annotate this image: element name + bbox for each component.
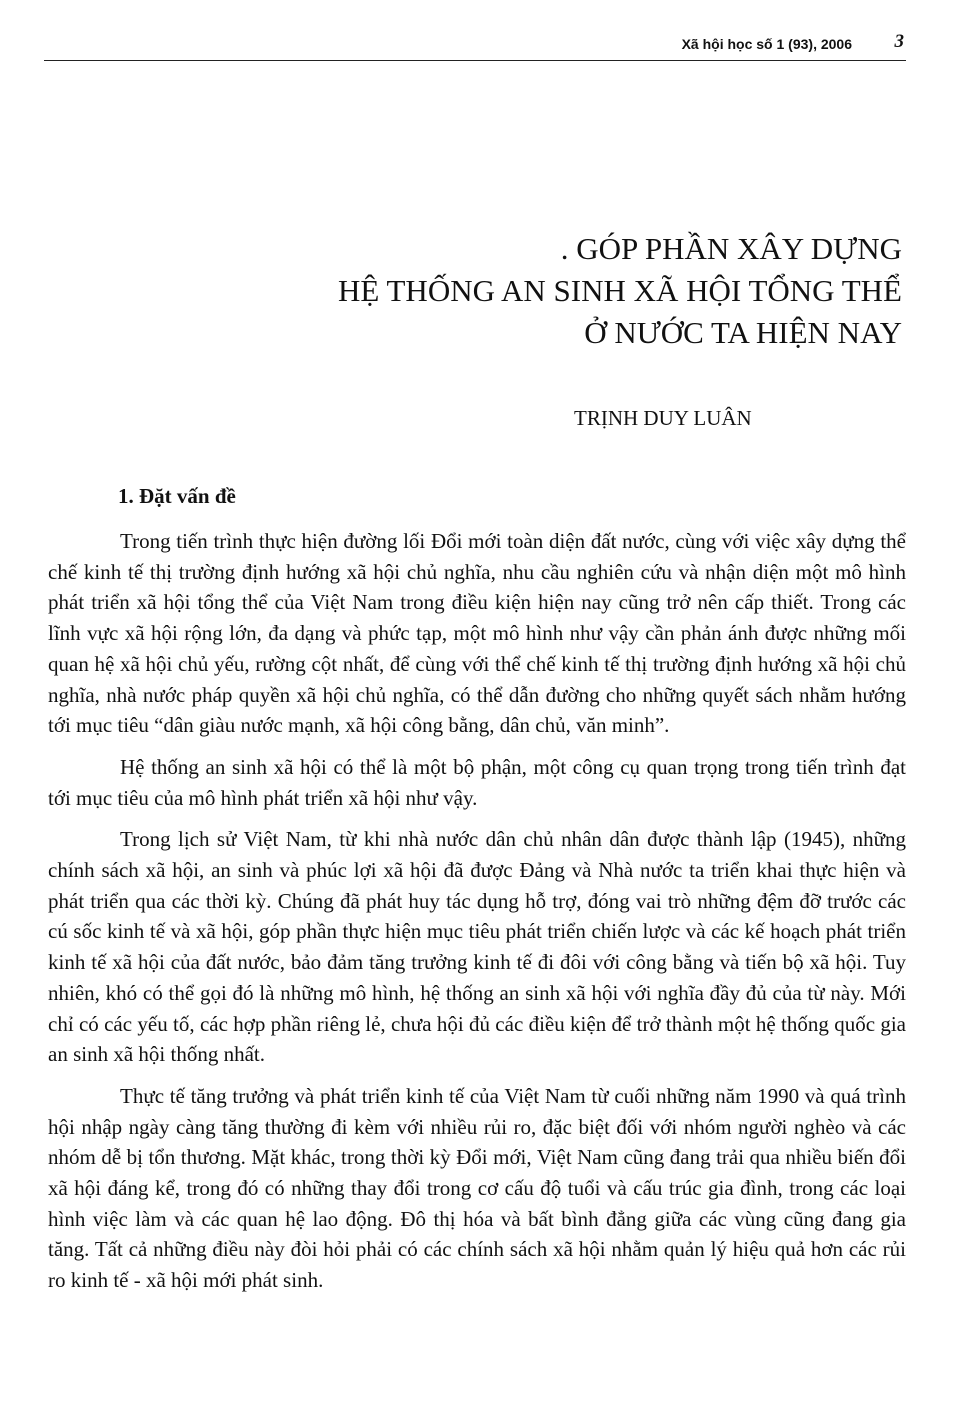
section-heading: 1. Đặt vấn đề bbox=[118, 484, 236, 508]
title-line-3: Ở NƯỚC TA HIỆN NAY bbox=[584, 315, 902, 350]
body-text bbox=[48, 526, 906, 1307]
page-number: 3 bbox=[894, 31, 904, 52]
title-line-2: HỆ THỐNG AN SINH XÃ HỘI TỔNG THỂ bbox=[337, 273, 902, 308]
paragraph-4: Thực tế tăng trưởng và phát triển kinh tế của Việt Nam từ cuối những năm 1990 và quá trình hội nhập ngày càng tăng thường đi kèm với nhiều rủi ro, đặc biệt đối với nhóm người nghèo và các nhóm dễ bị tổn thương. Mặt khác, trong thời kỳ Đổi mới, Việt Nam cũng đang trải qua nhiều biến đổi xã hội đáng kể, trong đó có những thay đổi trong cơ cấu độ tuổi và cấu trúc gia đình, trong các loại hình việc làm và các quan hệ lao động. Đô thị hóa và bất bình đẳng giữa các vùng cũng đang gia tăng. Tất cả những điều này đòi hỏi phải có các chính sách xã hội nhằm quản lý hiệu quả hơn các rủi ro kinh tế - xã hội mới phát sinh. bbox=[48, 1083, 906, 1293]
running-header bbox=[44, 30, 906, 61]
article-title bbox=[202, 228, 902, 354]
paragraph-2: Hệ thống an sinh xã hội có thể là một bộ phận, một công cụ quan trọng trong tiến trình đạt tới mục tiêu của mô hình phát triển xã hội như vậy. bbox=[48, 754, 906, 810]
title-line-1: . GÓP PHẦN XÂY DỰNG bbox=[560, 231, 902, 266]
paragraph-1: Trong tiến trình thực hiện đường lối Đổi mới toàn diện đất nước, cùng với việc xây dựng thể chế kinh tế thị trường định hướng xã hội chủ nghĩa, nhu cầu nghiên cứu và nhận diện một mô hình phát triển xã hội tổng thể của Việt Nam trong điều kiện hiện nay cũng trở nên cấp thiết. Trong các lĩnh vực xã hội rộng lớn, đa dạng và phức tạp, một mô hình như vậy cần phản ánh được những mối quan hệ xã hội chủ yếu, rường cột nhất, để cùng với thể chế kinh tế thị trường định hướng xã hội chủ nghĩa, nhà nước pháp quyền xã hội chủ nghĩa, có thể dẫn đường cho những quyết sách nhằm hướng tới mục tiêu “dân giàu nước mạnh, xã hội công bằng, dân chủ, văn minh”. bbox=[48, 529, 906, 738]
journal-citation: Xã hội học số 1 (93), 2006 bbox=[681, 36, 852, 52]
paragraph-3: Trong lịch sử Việt Nam, từ khi nhà nước dân chủ nhân dân được thành lập (1945), những chính sách xã hội, an sinh và phúc lợi xã hội đã được Đảng và Nhà nước ta triển khai thực hiện và phát triển qua các thời kỳ. Chúng đã phát huy tác dụng hỗ trợ, đóng vai trò những đệm đỡ trước các cú sốc kinh tế và xã hội, góp phần thực hiện mục tiêu phát triển chiến lược và các kế hoạch phát triển kinh tế xã hội của đất nước, bảo đảm tăng trưởng kinh tế đi đôi với công bằng và tiến bộ xã hội. Tuy nhiên, khó có thể gọi đó là những mô hình, hệ thống an sinh xã hội với nghĩa đầy đủ của từ này. Mới chỉ có các yếu tố, các hợp phần riêng lẻ, chưa hội đủ các điều kiện để trở thành một hệ thống quốc gia an sinh xã hội thống nhất. bbox=[48, 827, 906, 1067]
author-name: TRỊNH DUY LUÂN bbox=[574, 406, 752, 430]
